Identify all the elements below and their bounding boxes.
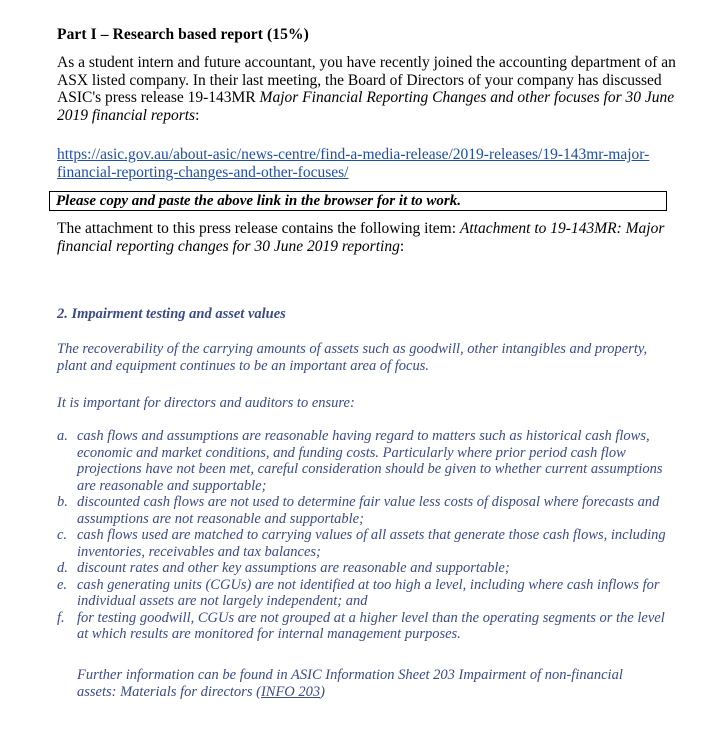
intro-end: : [195,106,200,124]
press-release-title: Major Financial Reporting Changes and other focuses for 30 June 2019 financial reports [57,89,675,124]
quote-section-title: 2. Impairment testing and asset values [57,306,286,322]
further-end: ) [320,684,325,700]
attachment-title: Attachment to 19-143MR: Major financial reporting changes for 30 June 2019 reporting [57,220,665,255]
intro-text: As a student intern and future accountant, you have recently joined the accounting department of an ASX listed company. In their last meeting, the Board of Directors of your company has discussed ASIC's press release 19-143MR [57,54,676,106]
attachment-end: : [399,237,405,255]
attachment-paragraph [57,220,677,255]
further-text: Further information can be found in ASIC Information Sheet 203 Impairment of non-financial assets: Materials for directors ( [77,667,623,700]
list-item [57,610,672,643]
list-item-text: for testing goodwill, CGUs are not grouped at a higher level than the operating segments or the level at which results are monitored for internal management purposes. [77,609,665,642]
quote-paragraph-1: The recoverability of the carrying amounts of assets such as goodwill, other intangibles and property, plant and equipment continues to be an important area of focus. [57,341,648,374]
attachment-text: The attachment to this press release contains the following item: [57,220,460,237]
list-marker: e. [57,576,68,593]
asic-press-release-link[interactable]: https://asic.gov.au/about-asic/news-centre/find-a-media-release/2019-releases/19-143mr-major-financial-reporting-changes-and-other-focuses/ [57,146,650,181]
impairment-checklist [57,428,672,643]
list-item-text: cash generating units (CGUs) are not identified at too high a level, including where cash inflows for individual assets are not largely independent; and [77,576,660,609]
page-title: Part I – Research based report (15%) [57,26,309,43]
list-item-text: cash flows and assumptions are reasonable having regard to matters such as historical cash flows, economic and market conditions, and funding costs. Particularly where prior period cash flow projections have not been met, careful consideration should be given to whether current assumptions are reasonable and supportable; [77,428,663,494]
list-marker: c. [57,527,68,543]
copy-link-notice: Please copy and paste the above link in the browser for it to work. [49,191,667,211]
list-item [57,527,672,560]
list-item [57,577,672,610]
list-marker: a. [57,428,68,444]
intro-paragraph [57,54,677,124]
list-item-text: cash flows used are matched to carrying values of all assets that generate those cash flows, including inventories, receivables and tax balances; [77,527,666,560]
list-item [57,560,672,577]
list-item [57,494,672,527]
list-marker: f. [57,609,65,626]
list-item-text: discount rates and other key assumptions are reasonable and supportable; [77,560,510,576]
info-203-link[interactable]: INFO 203 [260,684,321,700]
list-item [57,428,672,494]
further-information [77,667,662,701]
list-marker: b. [57,494,68,510]
list-marker: d. [57,560,68,576]
list-item-text: discounted cash flows are not used to determine fair value less costs of disposal where forecasts and assumptions are not reasonable and supportable; [77,494,660,527]
quote-paragraph-2: It is important for directors and auditors to ensure: [57,395,355,411]
